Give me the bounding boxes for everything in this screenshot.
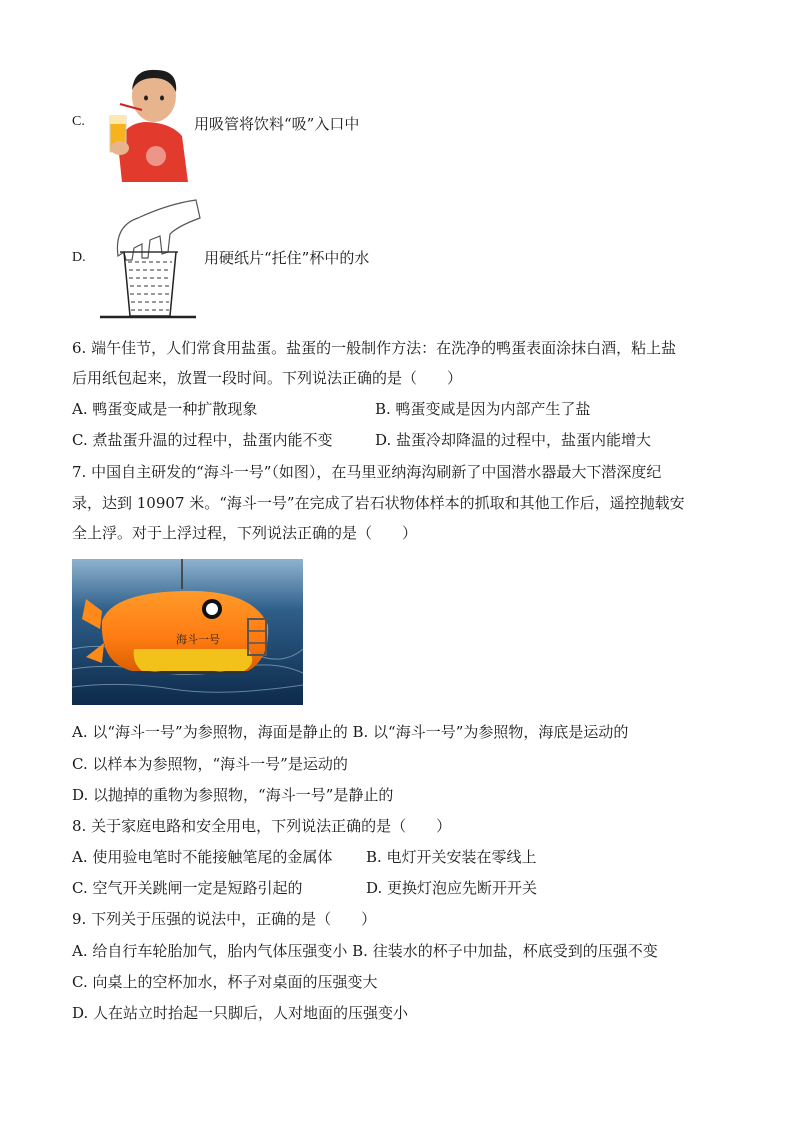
q8-option-b: B. 电灯开关安装在零线上 — [366, 848, 537, 866]
submersible-photo — [72, 559, 303, 705]
q9-option-a-b: A. 给自行车轮胎加气，胎内气体压强变小 B. 往装水的杯子中加盐，杯底受到的压强不变 — [72, 942, 658, 960]
submersible-name-text: 海斗一号 — [176, 633, 220, 646]
q7-stem-line3: 全上浮。对于上浮过程，下列说法正确的是（ ） — [72, 524, 418, 542]
q7-option-a-b: A. 以“海斗一号”为参照物，海面是静止的 B. 以“海斗一号”为参照物，海底是运动的 — [72, 723, 629, 741]
q6-option-c: C. 煮盐蛋升温的过程中，盐蛋内能不变 — [72, 431, 333, 449]
option-c-label: C. — [72, 114, 85, 129]
q6-option-d: D. 盐蛋冷却降温的过程中，盐蛋内能增大 — [375, 431, 652, 449]
q8-option-d: D. 更换灯泡应先断开开关 — [366, 879, 538, 897]
q8-option-c: C. 空气开关跳闸一定是短路引起的 — [72, 879, 303, 897]
q7-option-c: C. 以样本为参照物，“海斗一号”是运动的 — [72, 755, 348, 773]
q9-option-d: D. 人在站立时抬起一只脚后，人对地面的压强变小 — [72, 1004, 409, 1022]
q7-option-d: D. 以抛掉的重物为参照物，“海斗一号”是静止的 — [72, 786, 394, 804]
option-d-caption: 用硬纸片“托住”杯中的水 — [204, 249, 370, 267]
cup-paper-image — [98, 196, 204, 320]
q6-stem-line2: 后用纸包起来，放置一段时间。下列说法正确的是（ ） — [72, 369, 463, 387]
option-c-caption: 用吸管将饮料“吸”入口中 — [194, 115, 360, 133]
q6-stem-line1: 6. 端午佳节，人们常食用盐蛋。盐蛋的一般制作方法：在洗净的鸭蛋表面涂抹白酒，粘上盐 — [72, 339, 677, 357]
q6-option-b: B. 鸭蛋变咸是因为内部产生了盐 — [375, 400, 591, 418]
q9-stem: 9. 下列关于压强的说法中，正确的是（ ） — [72, 910, 377, 928]
q6-option-a: A. 鸭蛋变咸是一种扩散现象 — [72, 400, 258, 418]
q7-stem-line2: 录，达到 10907 米。“海斗一号”在完成了岩石状物体样本的抓取和其他工作后，遥控抛载安 — [72, 494, 685, 512]
q7-stem-line1: 7. 中国自主研发的“海斗一号”（如图），在马里亚纳海沟刷新了中国潜水器最大下潜深度纪 — [72, 463, 662, 481]
boy-drinking-image — [104, 64, 190, 184]
q9-option-c: C. 向桌上的空杯加水，杯子对桌面的压强变大 — [72, 973, 378, 991]
q8-option-a: A. 使用验电笔时不能接触笔尾的金属体 — [72, 848, 333, 866]
q8-stem: 8. 关于家庭电路和安全用电，下列说法正确的是（ ） — [72, 817, 452, 835]
option-d-label: D. — [72, 250, 86, 265]
